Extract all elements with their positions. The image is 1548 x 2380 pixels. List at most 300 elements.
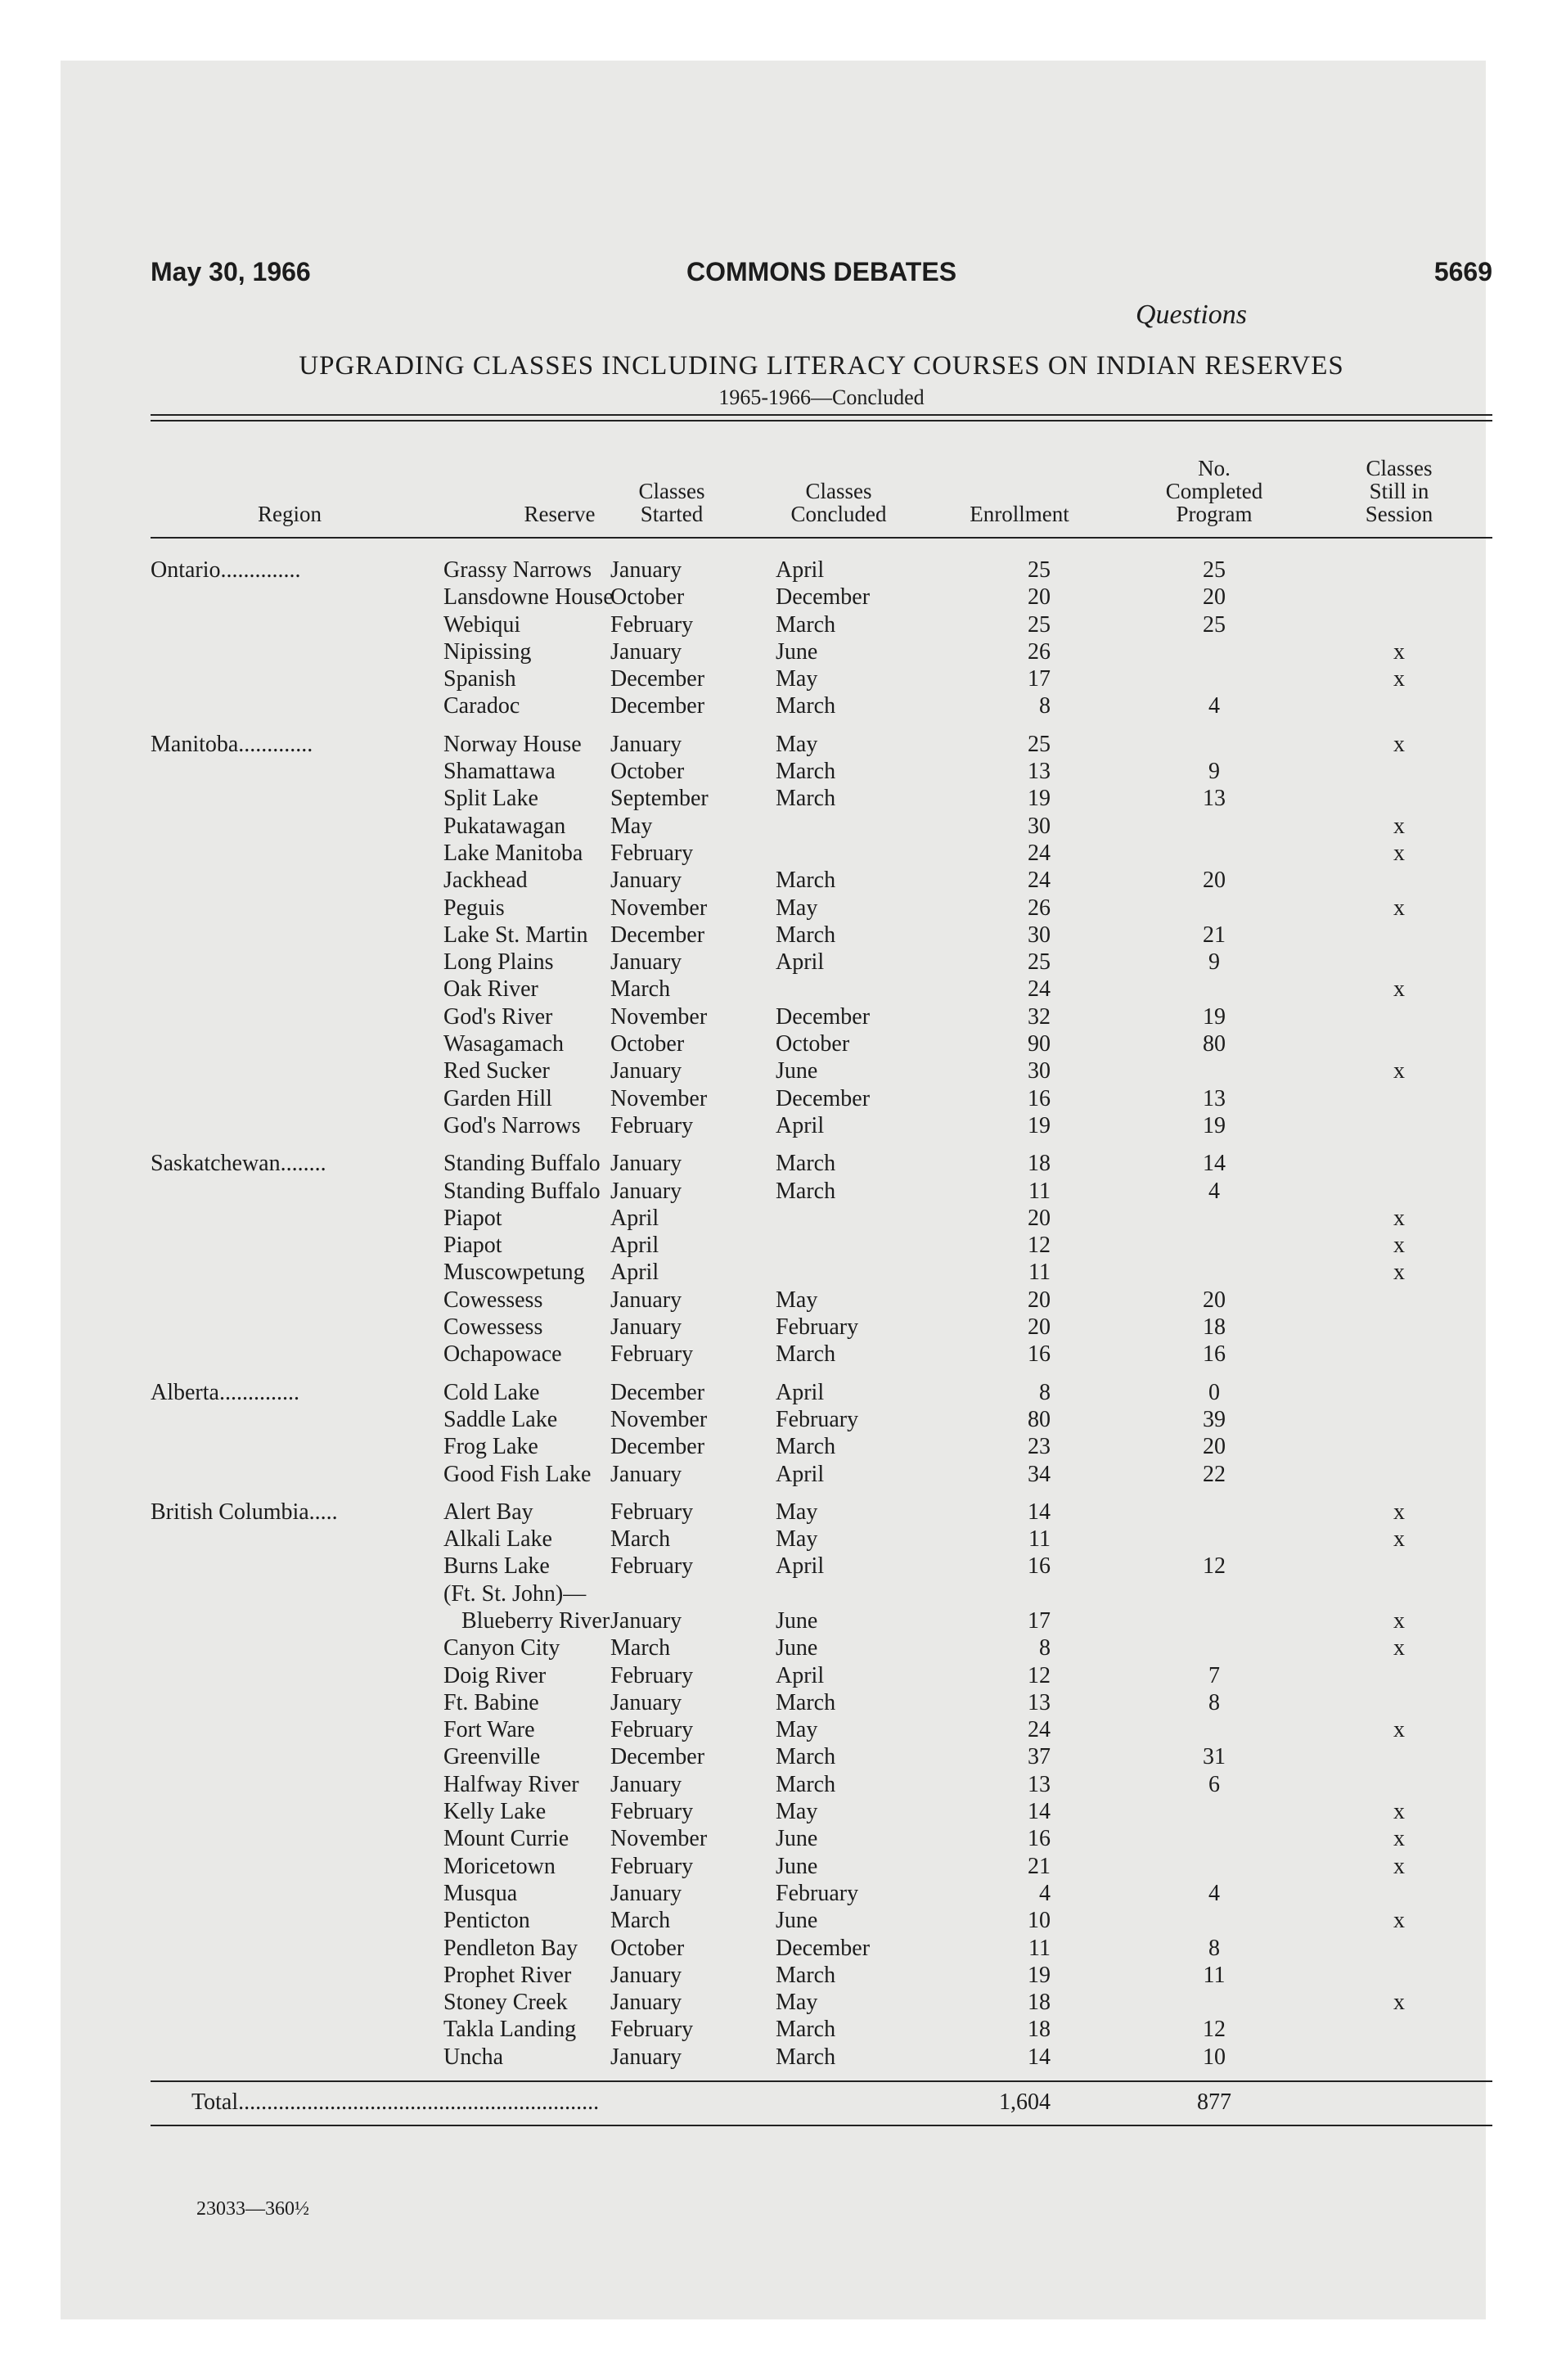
cell-reserve: Greenville: [443, 1744, 541, 1770]
cell-started: May: [610, 813, 653, 839]
cell-region: Ontario..............: [151, 557, 301, 583]
cell-started: November: [610, 1085, 708, 1111]
cell-session: x: [1393, 1499, 1405, 1525]
cell-reserve: Pukatawagan: [443, 813, 566, 839]
cell-reserve: Pendleton Bay: [443, 1935, 578, 1961]
cell-started: October: [610, 584, 685, 611]
cell-started: January: [610, 1287, 682, 1313]
cell-concluded: June: [776, 1607, 818, 1634]
cell-enrollment: 25: [1028, 611, 1051, 638]
table-row: [151, 785, 1492, 812]
table-row: [151, 867, 1492, 894]
cell-enrollment: 11: [1028, 1935, 1051, 1961]
page-sheet: [61, 61, 1492, 2319]
cell-reserve: Cowessess: [443, 1314, 543, 1341]
cell-reserve: Cowessess: [443, 1287, 543, 1313]
cell-reserve: Mount Currie: [443, 1826, 569, 1852]
cell-concluded: March: [776, 1151, 836, 1177]
cell-started: March: [610, 1635, 671, 1661]
cell-session: x: [1393, 1853, 1405, 1879]
cell-session: x: [1393, 1526, 1405, 1553]
cell-concluded: June: [776, 1826, 818, 1852]
cell-started: February: [610, 2017, 694, 2043]
table-row: [151, 1553, 1492, 1580]
header-date: May 30, 1966: [151, 257, 311, 286]
cell-completed: 4: [1208, 1880, 1220, 1906]
cell-session: x: [1393, 1233, 1405, 1259]
cell-reserve: Piapot: [443, 1205, 502, 1231]
cell-enrollment: 20: [1028, 1314, 1051, 1341]
cell-enrollment: 24: [1028, 1717, 1051, 1743]
table-row: [151, 1085, 1492, 1112]
cell-started: January: [610, 2044, 682, 2070]
cell-enrollment: 18: [1028, 1151, 1051, 1177]
reserves-table: [151, 557, 1492, 2071]
col-header-region: Region: [258, 502, 322, 526]
title-divider: [151, 414, 1492, 421]
cell-concluded: April: [776, 1662, 825, 1688]
cell-concluded: May: [776, 1799, 818, 1825]
cell-completed: 6: [1208, 1771, 1220, 1797]
cell-enrollment: 13: [1028, 1771, 1051, 1797]
cell-reserve: Shamattawa: [443, 759, 556, 785]
cell-reserve: Kelly Lake: [443, 1799, 547, 1825]
cell-reserve: Blueberry River: [461, 1607, 610, 1634]
cell-started: January: [610, 1689, 682, 1715]
table-row: [151, 1314, 1492, 1341]
cell-reserve: Red Sucker: [443, 1058, 550, 1084]
cell-session: x: [1393, 976, 1405, 1003]
cell-started: February: [610, 1662, 694, 1688]
cell-started: January: [610, 1607, 682, 1634]
cell-reserve: Piapot: [443, 1233, 502, 1259]
table-row: [151, 1634, 1492, 1661]
cell-enrollment: 30: [1028, 1058, 1051, 1084]
cell-completed: 25: [1203, 557, 1226, 583]
cell-started: November: [610, 895, 708, 921]
cell-started: January: [610, 1314, 682, 1341]
table-row: [151, 1743, 1492, 1770]
cell-concluded: May: [776, 1287, 818, 1313]
table-row: [151, 1689, 1492, 1716]
table-row: [151, 1232, 1492, 1259]
cell-reserve: Stoney Creek: [443, 1990, 568, 2016]
table-row: [151, 1433, 1492, 1460]
cell-concluded: April: [776, 557, 825, 583]
cell-started: February: [610, 1112, 694, 1138]
table-row: [151, 2044, 1492, 2071]
cell-concluded: April: [776, 1379, 825, 1405]
cell-enrollment: 25: [1028, 949, 1051, 976]
cell-session: x: [1393, 666, 1405, 692]
cell-concluded: April: [776, 1461, 825, 1487]
table-row: [151, 665, 1492, 692]
cell-enrollment: 14: [1028, 1799, 1051, 1825]
table-row: [151, 922, 1492, 949]
cell-concluded: June: [776, 638, 818, 665]
table-row: [151, 1205, 1492, 1232]
table-row: [151, 1406, 1492, 1433]
total-enrollment: 1,604: [999, 2089, 1051, 2115]
cell-completed: 39: [1203, 1406, 1226, 1432]
cell-concluded: March: [776, 2017, 836, 2043]
cell-enrollment: 13: [1028, 759, 1051, 785]
cell-enrollment: 10: [1028, 1908, 1051, 1934]
cell-concluded: June: [776, 1635, 818, 1661]
cell-session: x: [1393, 1205, 1405, 1231]
cell-started: February: [610, 1799, 694, 1825]
cell-concluded: March: [776, 693, 836, 719]
cell-started: March: [610, 1526, 671, 1553]
cell-enrollment: 11: [1028, 1260, 1051, 1286]
table-row: [151, 1798, 1492, 1825]
cell-started: January: [610, 1880, 682, 1906]
cell-reserve: Ft. Babine: [443, 1689, 539, 1715]
cell-concluded: May: [776, 895, 818, 921]
table-row: [151, 1341, 1492, 1368]
cell-session: x: [1393, 731, 1405, 757]
table-row: [151, 2016, 1492, 2043]
cell-completed: 20: [1203, 1434, 1226, 1460]
cell-enrollment: 8: [1039, 1635, 1051, 1661]
cell-enrollment: 16: [1028, 1553, 1051, 1580]
cell-concluded: March: [776, 1434, 836, 1460]
cell-started: January: [610, 1461, 682, 1487]
cell-reserve: Standing Buffalo: [443, 1151, 601, 1177]
cell-enrollment: 19: [1028, 1962, 1051, 1988]
cell-enrollment: 4: [1039, 1880, 1051, 1906]
cell-reserve: Alkali Lake: [443, 1526, 552, 1553]
cell-reserve: Garden Hill: [443, 1085, 552, 1111]
cell-enrollment: 24: [1028, 840, 1051, 866]
cell-completed: 18: [1203, 1314, 1226, 1341]
total-rule-bottom: [151, 2125, 1492, 2126]
cell-session: x: [1393, 1799, 1405, 1825]
cell-concluded: April: [776, 1553, 825, 1580]
cell-reserve: Peguis: [443, 895, 505, 921]
table-row: [151, 731, 1492, 758]
cell-session: x: [1393, 1826, 1405, 1852]
cell-enrollment: 32: [1028, 1003, 1051, 1030]
cell-concluded: December: [776, 1003, 871, 1030]
table-row: [151, 584, 1492, 611]
cell-completed: 11: [1203, 1962, 1226, 1988]
cell-enrollment: 11: [1028, 1178, 1051, 1204]
cell-reserve: Canyon City: [443, 1635, 560, 1661]
cell-completed: 20: [1203, 584, 1226, 611]
cell-completed: 19: [1203, 1112, 1226, 1138]
cell-started: March: [610, 1908, 671, 1934]
cell-started: January: [610, 868, 682, 894]
cell-reserve: Split Lake: [443, 786, 538, 812]
cell-region: Alberta..............: [151, 1379, 299, 1405]
cell-enrollment: 16: [1028, 1826, 1051, 1852]
cell-started: April: [610, 1233, 659, 1259]
cell-completed: 13: [1203, 1085, 1226, 1111]
cell-concluded: March: [776, 759, 836, 785]
cell-started: January: [610, 557, 682, 583]
cell-started: December: [610, 1744, 705, 1770]
cell-concluded: February: [776, 1880, 859, 1906]
section-label: Questions: [1136, 300, 1247, 330]
total-row: [191, 2089, 1492, 2116]
table-row: [151, 1825, 1492, 1852]
table-row: [151, 1499, 1492, 1526]
table-row: [151, 1461, 1492, 1488]
cell-started: January: [610, 1151, 682, 1177]
cell-reserve: Lansdowne House: [443, 584, 614, 611]
cell-enrollment: 14: [1028, 2044, 1051, 2070]
cell-enrollment: 26: [1028, 638, 1051, 665]
cell-session: x: [1393, 638, 1405, 665]
cell-reserve: Prophet River: [443, 1962, 572, 1988]
cell-started: February: [610, 1341, 694, 1368]
cell-enrollment: 19: [1028, 1112, 1051, 1138]
cell-started: February: [610, 611, 694, 638]
cell-reserve: God's Narrows: [443, 1112, 581, 1138]
table-row: [151, 1057, 1492, 1084]
cell-enrollment: 18: [1028, 1990, 1051, 2016]
table-row: [151, 1853, 1492, 1880]
header-rule: [151, 537, 1492, 539]
cell-reserve: Alert Bay: [443, 1499, 533, 1525]
cell-enrollment: 90: [1028, 1031, 1051, 1057]
cell-concluded: December: [776, 584, 871, 611]
cell-concluded: May: [776, 731, 818, 757]
cell-reserve: Jackhead: [443, 868, 528, 894]
col-header-session: Classes Still in Session: [1365, 456, 1433, 526]
cell-enrollment: 8: [1039, 1379, 1051, 1405]
cell-session: x: [1393, 813, 1405, 839]
table-row: [151, 1989, 1492, 2016]
cell-started: November: [610, 1003, 708, 1030]
cell-started: October: [610, 1031, 685, 1057]
cell-concluded: May: [776, 1526, 818, 1553]
table-row: [151, 1030, 1492, 1057]
cell-concluded: March: [776, 1341, 836, 1368]
cell-completed: 4: [1208, 1178, 1220, 1204]
table-row: [151, 895, 1492, 922]
cell-concluded: June: [776, 1853, 818, 1879]
col-header-completed: No. Completed Program: [1165, 456, 1263, 526]
cell-reserve: Fort Ware: [443, 1717, 535, 1743]
table-row: [151, 1580, 1492, 1607]
cell-reserve: Penticton: [443, 1908, 530, 1934]
cell-completed: 8: [1208, 1935, 1220, 1961]
cell-completed: 13: [1203, 786, 1226, 812]
cell-reserve: Burns Lake: [443, 1553, 550, 1580]
cell-session: x: [1393, 1908, 1405, 1934]
cell-reserve: Caradoc: [443, 693, 520, 719]
table-row: [151, 1287, 1492, 1314]
cell-reserve: Standing Buffalo: [443, 1178, 601, 1204]
cell-enrollment: 16: [1028, 1085, 1051, 1111]
table-row: [151, 949, 1492, 976]
table-row: [151, 1607, 1492, 1634]
table-row: [151, 1259, 1492, 1286]
cell-concluded: March: [776, 922, 836, 948]
table-row: [151, 1935, 1492, 1962]
cell-reserve: Nipissing: [443, 638, 532, 665]
cell-reserve: (Ft. St. John)—: [443, 1580, 587, 1607]
cell-reserve: Ochapowace: [443, 1341, 562, 1368]
cell-concluded: March: [776, 1178, 836, 1204]
cell-reserve: Lake Manitoba: [443, 840, 583, 866]
cell-started: February: [610, 1853, 694, 1879]
cell-reserve: God's River: [443, 1003, 553, 1030]
cell-concluded: December: [776, 1935, 871, 1961]
footer-code: 23033—360½: [196, 2198, 309, 2220]
cell-completed: 9: [1208, 949, 1220, 976]
cell-session: x: [1393, 1260, 1405, 1286]
cell-started: November: [610, 1826, 708, 1852]
cell-started: January: [610, 638, 682, 665]
cell-started: January: [610, 1058, 682, 1084]
cell-reserve: Cold Lake: [443, 1379, 540, 1405]
cell-concluded: May: [776, 1990, 818, 2016]
cell-completed: 22: [1203, 1461, 1226, 1487]
cell-completed: 10: [1203, 2044, 1226, 2070]
cell-concluded: October: [776, 1031, 850, 1057]
col-header-reserve: Reserve: [524, 502, 596, 526]
cell-reserve: Uncha: [443, 2044, 504, 2070]
table-row: [151, 1880, 1492, 1907]
cell-started: February: [610, 1553, 694, 1580]
cell-completed: 80: [1203, 1031, 1226, 1057]
cell-concluded: March: [776, 611, 836, 638]
cell-region: British Columbia.....: [151, 1499, 338, 1525]
cell-enrollment: 20: [1028, 584, 1051, 611]
table-subtitle: 1965-1966—Concluded: [718, 385, 925, 409]
cell-reserve: Oak River: [443, 976, 538, 1003]
cell-reserve: Good Fish Lake: [443, 1461, 592, 1487]
cell-started: October: [610, 1935, 685, 1961]
cell-enrollment: 16: [1028, 1341, 1051, 1368]
table-row: [151, 1112, 1492, 1139]
cell-enrollment: 11: [1028, 1526, 1051, 1553]
cell-concluded: April: [776, 949, 825, 976]
cell-reserve: Spanish: [443, 666, 516, 692]
cell-concluded: February: [776, 1406, 859, 1432]
cell-concluded: March: [776, 1744, 836, 1770]
cell-completed: 14: [1203, 1151, 1226, 1177]
cell-reserve: Long Plains: [443, 949, 554, 976]
cell-completed: 4: [1208, 693, 1220, 719]
cell-reserve: Frog Lake: [443, 1434, 538, 1460]
cell-reserve: Webiqui: [443, 611, 521, 638]
cell-concluded: March: [776, 786, 836, 812]
cell-reserve: Takla Landing: [443, 2017, 577, 2043]
running-header: [151, 257, 1492, 298]
cell-completed: 12: [1203, 2017, 1226, 2043]
cell-started: November: [610, 1406, 708, 1432]
cell-started: January: [610, 949, 682, 976]
cell-started: January: [610, 1771, 682, 1797]
cell-session: x: [1393, 1990, 1405, 2016]
cell-region: Saskatchewan........: [151, 1151, 326, 1177]
table-row: [151, 692, 1492, 719]
table-row: [151, 1907, 1492, 1934]
cell-session: x: [1393, 1717, 1405, 1743]
cell-reserve: Doig River: [443, 1662, 547, 1688]
table-row: [151, 1379, 1492, 1406]
cell-enrollment: 24: [1028, 868, 1051, 894]
cell-concluded: March: [776, 1962, 836, 1988]
table-row: [151, 638, 1492, 665]
table-row: [151, 1150, 1492, 1177]
cell-enrollment: 25: [1028, 731, 1051, 757]
table-row: [151, 1003, 1492, 1030]
cell-completed: 9: [1208, 759, 1220, 785]
cell-started: January: [610, 1962, 682, 1988]
cell-started: January: [610, 1990, 682, 2016]
cell-session: x: [1393, 1058, 1405, 1084]
table-row: [151, 1962, 1492, 1989]
cell-enrollment: 20: [1028, 1287, 1051, 1313]
table-row: [151, 758, 1492, 785]
cell-session: x: [1393, 840, 1405, 866]
cell-completed: 19: [1203, 1003, 1226, 1030]
cell-started: March: [610, 976, 671, 1003]
col-header-enrollment: Enrollment: [970, 502, 1069, 526]
cell-completed: 8: [1208, 1689, 1220, 1715]
cell-reserve: Norway House: [443, 731, 582, 757]
cell-concluded: February: [776, 1314, 859, 1341]
cell-started: January: [610, 1178, 682, 1204]
cell-completed: 20: [1203, 1287, 1226, 1313]
cell-started: January: [610, 731, 682, 757]
cell-enrollment: 13: [1028, 1689, 1051, 1715]
cell-enrollment: 17: [1028, 1607, 1051, 1634]
cell-enrollment: 30: [1028, 813, 1051, 839]
table-row: [151, 976, 1492, 1003]
cell-enrollment: 19: [1028, 786, 1051, 812]
cell-concluded: June: [776, 1058, 818, 1084]
cell-concluded: May: [776, 666, 818, 692]
cell-reserve: Moricetown: [443, 1853, 556, 1879]
cell-enrollment: 30: [1028, 922, 1051, 948]
cell-completed: 21: [1203, 922, 1226, 948]
cell-reserve: Saddle Lake: [443, 1406, 558, 1432]
cell-enrollment: 20: [1028, 1205, 1051, 1231]
table-row: [151, 1716, 1492, 1743]
cell-completed: 12: [1203, 1553, 1226, 1580]
cell-completed: 25: [1203, 611, 1226, 638]
cell-enrollment: 14: [1028, 1499, 1051, 1525]
table-row: [151, 1771, 1492, 1798]
cell-enrollment: 24: [1028, 976, 1051, 1003]
table-title: UPGRADING CLASSES INCLUDING LITERACY COURSES ON INDIAN RESERVES: [299, 351, 1344, 381]
total-completed: 877: [1197, 2089, 1231, 2115]
col-header-started: Classes Started: [638, 479, 705, 526]
cell-reserve: Grassy Narrows: [443, 557, 592, 583]
cell-concluded: April: [776, 1112, 825, 1138]
cell-reserve: Muscowpetung: [443, 1260, 585, 1286]
cell-enrollment: 18: [1028, 2017, 1051, 2043]
total-label: Total...............................................................: [191, 2089, 600, 2115]
cell-concluded: December: [776, 1085, 871, 1111]
cell-concluded: March: [776, 868, 836, 894]
cell-concluded: March: [776, 1689, 836, 1715]
cell-concluded: May: [776, 1499, 818, 1525]
cell-started: February: [610, 840, 694, 866]
table-row: [151, 1662, 1492, 1689]
col-header-concluded: Classes Concluded: [790, 479, 887, 526]
cell-started: February: [610, 1499, 694, 1525]
cell-region: Manitoba.............: [151, 731, 313, 757]
cell-completed: 16: [1203, 1341, 1226, 1368]
cell-enrollment: 23: [1028, 1434, 1051, 1460]
